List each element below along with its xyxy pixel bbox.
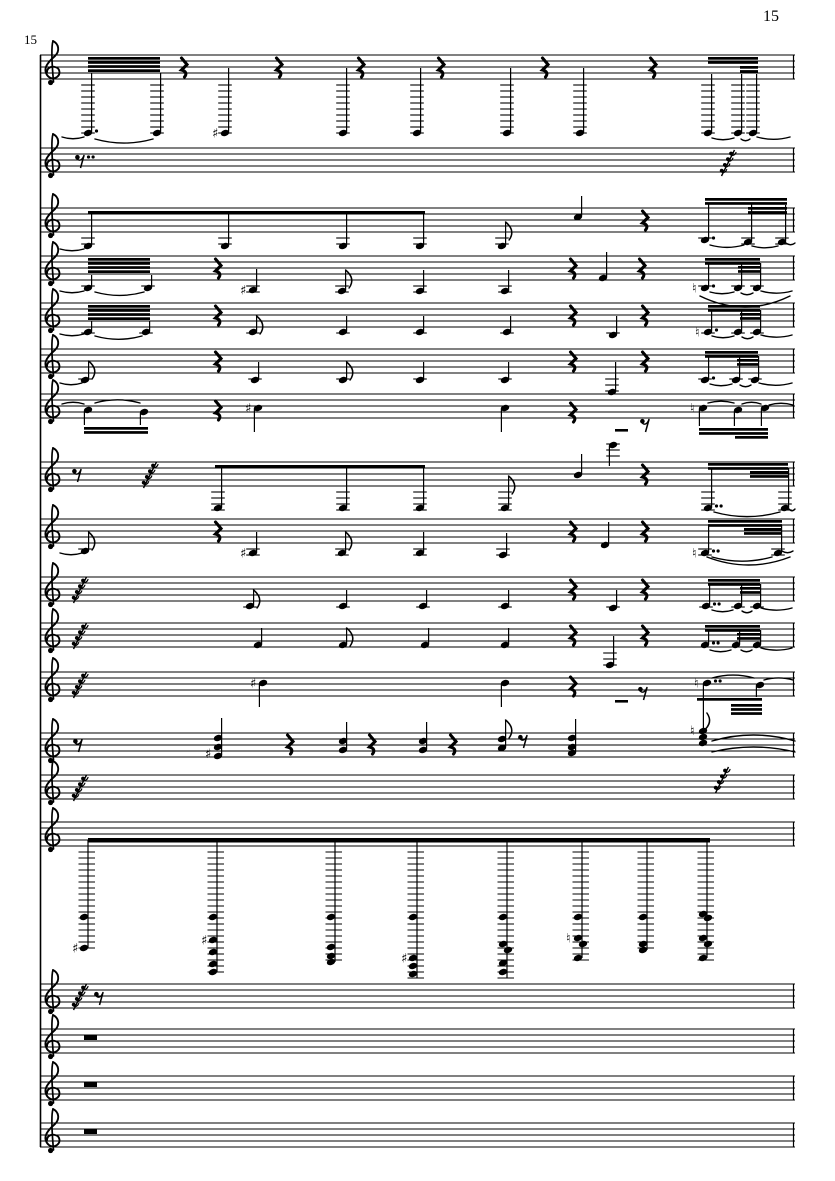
beam xyxy=(88,61,160,64)
tie xyxy=(761,291,792,293)
treble-clef-icon xyxy=(48,1054,53,1059)
beam xyxy=(84,427,148,430)
beam xyxy=(705,198,787,201)
augmentation-dot xyxy=(717,549,720,552)
tie xyxy=(769,403,793,405)
tie xyxy=(60,291,84,293)
eighth-rest xyxy=(646,420,650,433)
note xyxy=(606,316,620,339)
eighth-flag xyxy=(347,628,353,646)
beam xyxy=(88,309,150,312)
note xyxy=(336,68,350,137)
tie xyxy=(742,402,761,404)
beam xyxy=(705,258,760,261)
staff-19 xyxy=(40,1109,795,1153)
tie xyxy=(752,246,778,248)
beam xyxy=(708,583,760,586)
chord-column xyxy=(326,840,343,966)
note xyxy=(500,68,514,137)
tie xyxy=(786,243,795,245)
note xyxy=(573,454,583,479)
tie xyxy=(712,557,772,561)
note xyxy=(150,73,164,137)
chord-column xyxy=(638,840,655,954)
beam xyxy=(88,838,710,843)
eighth-flag xyxy=(346,532,352,550)
tie xyxy=(62,137,84,139)
eighth-rest xyxy=(100,993,104,1006)
treble-clef-icon xyxy=(48,697,53,702)
eighth-flag xyxy=(89,532,95,550)
tie xyxy=(712,610,733,612)
note xyxy=(731,630,741,649)
beam xyxy=(699,428,768,431)
beam xyxy=(88,65,160,68)
beam xyxy=(88,313,150,316)
note xyxy=(338,628,353,649)
beam xyxy=(708,463,788,466)
whole-rest xyxy=(84,1035,97,1040)
note xyxy=(141,275,155,292)
staff-8 xyxy=(40,441,795,517)
note xyxy=(139,321,153,336)
tie xyxy=(741,293,753,295)
staff-10 xyxy=(40,563,795,613)
augmentation-dot xyxy=(92,155,95,158)
augmentation-dot xyxy=(712,376,715,379)
natural-icon: ♮ xyxy=(695,325,700,341)
chord xyxy=(418,722,428,754)
tenuto-dash xyxy=(615,429,628,432)
augmentation-dot xyxy=(717,641,720,644)
note xyxy=(81,73,98,137)
tie xyxy=(712,735,795,741)
quarter-rest xyxy=(216,401,222,420)
beam xyxy=(88,57,160,60)
treble-clef-icon xyxy=(48,544,53,549)
staff-6 xyxy=(40,335,795,396)
beam xyxy=(88,262,150,265)
sharp-icon: ♯ xyxy=(401,951,408,967)
beam xyxy=(88,305,150,308)
treble-clef-icon xyxy=(48,602,53,607)
beam xyxy=(740,591,760,594)
note xyxy=(600,522,610,549)
beam xyxy=(740,70,758,73)
note xyxy=(690,402,708,427)
beam xyxy=(708,309,760,312)
beam xyxy=(708,467,788,470)
tie xyxy=(782,551,793,553)
tie xyxy=(712,336,734,338)
note xyxy=(413,532,427,557)
tie xyxy=(764,678,793,680)
staff-1 xyxy=(40,41,795,143)
chord xyxy=(205,718,223,762)
note xyxy=(741,204,755,246)
beam xyxy=(88,270,150,273)
note xyxy=(336,590,350,610)
note xyxy=(139,408,149,425)
sharp-icon: ♯ xyxy=(250,676,257,692)
beam xyxy=(708,524,782,527)
beam xyxy=(705,625,760,628)
note xyxy=(694,677,722,732)
eighth-flag xyxy=(506,222,512,240)
augmentation-dot xyxy=(712,641,715,644)
beam xyxy=(744,532,782,535)
tie xyxy=(95,139,153,143)
staff-11 xyxy=(40,609,795,669)
tie xyxy=(741,139,750,141)
note xyxy=(240,269,260,299)
chord xyxy=(690,724,708,747)
treble-clef-icon xyxy=(48,800,53,805)
note xyxy=(240,532,260,562)
note xyxy=(420,628,430,649)
beam xyxy=(750,475,788,478)
beam xyxy=(705,355,758,358)
note xyxy=(699,584,721,610)
beam xyxy=(737,637,760,640)
tie xyxy=(759,383,792,385)
augmentation-dot xyxy=(719,679,722,682)
eighth-rest xyxy=(644,688,648,701)
sharp-icon: ♯ xyxy=(240,283,247,299)
staff-9 xyxy=(40,505,795,565)
eighth-flag xyxy=(254,590,260,608)
eighth-flag xyxy=(509,476,515,494)
note xyxy=(701,74,715,137)
chord-column xyxy=(566,840,589,962)
sharp-icon: ♯ xyxy=(240,546,247,562)
beam xyxy=(708,520,782,523)
beam xyxy=(740,313,760,316)
note xyxy=(336,316,350,336)
beam xyxy=(215,465,425,469)
beam xyxy=(705,262,760,265)
note xyxy=(500,679,510,707)
eighth-flag xyxy=(346,270,352,288)
augmentation-dot xyxy=(95,129,98,132)
beam xyxy=(740,587,760,590)
beam xyxy=(744,528,782,531)
tie xyxy=(761,608,792,610)
beam xyxy=(735,436,768,439)
tie xyxy=(62,402,84,404)
beam xyxy=(705,629,760,632)
beam xyxy=(708,57,758,60)
staff-2 xyxy=(40,134,795,178)
beam xyxy=(740,317,760,320)
tie xyxy=(789,509,795,511)
note xyxy=(746,74,760,137)
augmentation-dot xyxy=(712,236,715,239)
whole-rest xyxy=(84,1129,97,1134)
note xyxy=(335,532,352,557)
treble-clef-icon xyxy=(48,233,53,238)
augmentation-dot xyxy=(87,155,90,158)
note xyxy=(253,628,263,649)
beam xyxy=(737,633,760,636)
beam xyxy=(708,61,758,64)
staff-17 xyxy=(40,1015,795,1059)
tie xyxy=(710,650,731,652)
tie xyxy=(95,292,144,295)
staff-13 xyxy=(40,718,795,763)
staff-15 xyxy=(40,808,795,978)
staff-7 xyxy=(40,380,795,439)
note xyxy=(701,468,723,512)
natural-icon: ♮ xyxy=(566,931,571,947)
beam xyxy=(88,258,150,261)
beam xyxy=(731,708,762,711)
treble-clef-icon xyxy=(48,487,53,492)
treble-clef-icon xyxy=(48,281,53,286)
beam xyxy=(740,66,758,69)
eighth-rest xyxy=(524,736,528,749)
chord-column xyxy=(72,840,95,957)
note xyxy=(413,316,427,336)
note xyxy=(81,275,95,292)
beam xyxy=(88,211,425,215)
note xyxy=(573,68,587,137)
beam xyxy=(697,698,762,701)
tie xyxy=(712,138,734,140)
beam xyxy=(708,579,760,582)
natural-icon: ♮ xyxy=(694,676,699,692)
note xyxy=(83,406,93,425)
tie xyxy=(742,337,753,339)
treble-clef-icon xyxy=(48,847,53,852)
chord-column xyxy=(698,840,715,962)
tie xyxy=(714,512,780,517)
treble-clef-icon xyxy=(48,419,53,424)
tie xyxy=(710,245,744,247)
beam xyxy=(748,211,787,214)
chord xyxy=(497,720,512,752)
note xyxy=(410,68,424,137)
beam xyxy=(705,202,787,205)
sharp-icon: ♯ xyxy=(245,401,252,417)
tie xyxy=(742,611,752,613)
notehead xyxy=(503,946,513,954)
sharp-icon: ♯ xyxy=(205,747,212,762)
tie xyxy=(710,384,732,386)
note xyxy=(598,252,608,282)
tenuto-dash xyxy=(615,700,628,703)
notehead xyxy=(698,739,708,747)
tie xyxy=(708,401,734,403)
treble-clef-icon xyxy=(48,173,53,178)
natural-icon: ♮ xyxy=(690,401,695,417)
chord-column xyxy=(498,840,515,978)
note xyxy=(246,316,263,336)
tie xyxy=(60,249,84,251)
tie xyxy=(60,553,82,555)
notehead xyxy=(578,940,588,948)
notehead xyxy=(703,940,713,948)
augmentation-dot xyxy=(712,284,715,287)
note xyxy=(416,590,430,610)
natural-icon: ♮ xyxy=(690,724,695,739)
staff-3 xyxy=(40,194,795,251)
staff-12 xyxy=(40,658,795,731)
beam xyxy=(699,432,768,435)
note xyxy=(500,316,514,336)
staff-5 xyxy=(40,289,795,341)
beam xyxy=(705,351,758,354)
beam xyxy=(748,207,787,210)
eighth-flag xyxy=(506,720,512,738)
note xyxy=(760,404,770,426)
tie xyxy=(710,292,734,294)
beam xyxy=(731,704,762,707)
note xyxy=(78,532,95,555)
whole-rest xyxy=(84,1082,97,1087)
note xyxy=(573,196,583,221)
treble-clef-icon xyxy=(48,328,53,333)
measure-number: 15 xyxy=(24,32,37,47)
note xyxy=(755,681,765,697)
note xyxy=(698,356,715,384)
beam xyxy=(708,305,760,308)
beam xyxy=(84,431,148,434)
note xyxy=(698,203,715,244)
note xyxy=(498,590,512,610)
beam xyxy=(88,69,160,72)
natural-icon: ♮ xyxy=(692,546,697,562)
augmentation-dot xyxy=(715,504,718,507)
tie xyxy=(757,137,790,139)
quarter-rest xyxy=(571,677,577,696)
tie xyxy=(95,336,142,339)
beam xyxy=(750,471,788,474)
note xyxy=(731,74,745,137)
beam xyxy=(88,266,150,269)
treble-clef-icon xyxy=(48,80,53,85)
augmentation-dot xyxy=(713,602,716,605)
eighth-flag xyxy=(257,316,263,334)
note xyxy=(243,590,260,610)
treble-clef-icon xyxy=(48,1009,53,1014)
staff-18 xyxy=(40,1062,795,1106)
augmentation-dot xyxy=(712,549,715,552)
eighth-flag xyxy=(347,362,353,380)
augmentation-dot xyxy=(715,328,718,331)
beam xyxy=(731,712,762,715)
note xyxy=(700,630,720,649)
chord xyxy=(338,722,348,754)
note xyxy=(498,476,515,512)
sharp-icon: ♯ xyxy=(72,941,79,957)
treble-clef-icon xyxy=(48,374,53,379)
note xyxy=(250,677,268,708)
treble-clef-icon xyxy=(48,1148,53,1153)
page-number: 15 xyxy=(763,8,779,25)
treble-clef-icon xyxy=(48,648,53,653)
augmentation-dot xyxy=(714,679,717,682)
note xyxy=(733,406,743,426)
note xyxy=(500,628,510,649)
augmentation-dot xyxy=(720,504,723,507)
chord-column xyxy=(401,840,424,978)
tie xyxy=(740,385,751,387)
treble-clef-icon xyxy=(48,1101,53,1106)
tie xyxy=(761,648,792,650)
tie xyxy=(60,334,84,336)
note xyxy=(778,468,792,512)
beam xyxy=(88,317,150,320)
sharp-icon: ♯ xyxy=(212,126,219,142)
eighth-rest xyxy=(79,740,83,753)
staff-14 xyxy=(40,761,795,805)
tie xyxy=(60,383,82,385)
tie xyxy=(741,650,752,652)
tie xyxy=(761,335,792,337)
natural-icon: ♮ xyxy=(692,281,697,297)
sharp-icon: ♯ xyxy=(201,933,208,949)
augmentation-dot xyxy=(718,602,721,605)
eighth-flag xyxy=(89,361,95,379)
staff-4 xyxy=(40,242,795,307)
chord-column xyxy=(201,840,224,976)
